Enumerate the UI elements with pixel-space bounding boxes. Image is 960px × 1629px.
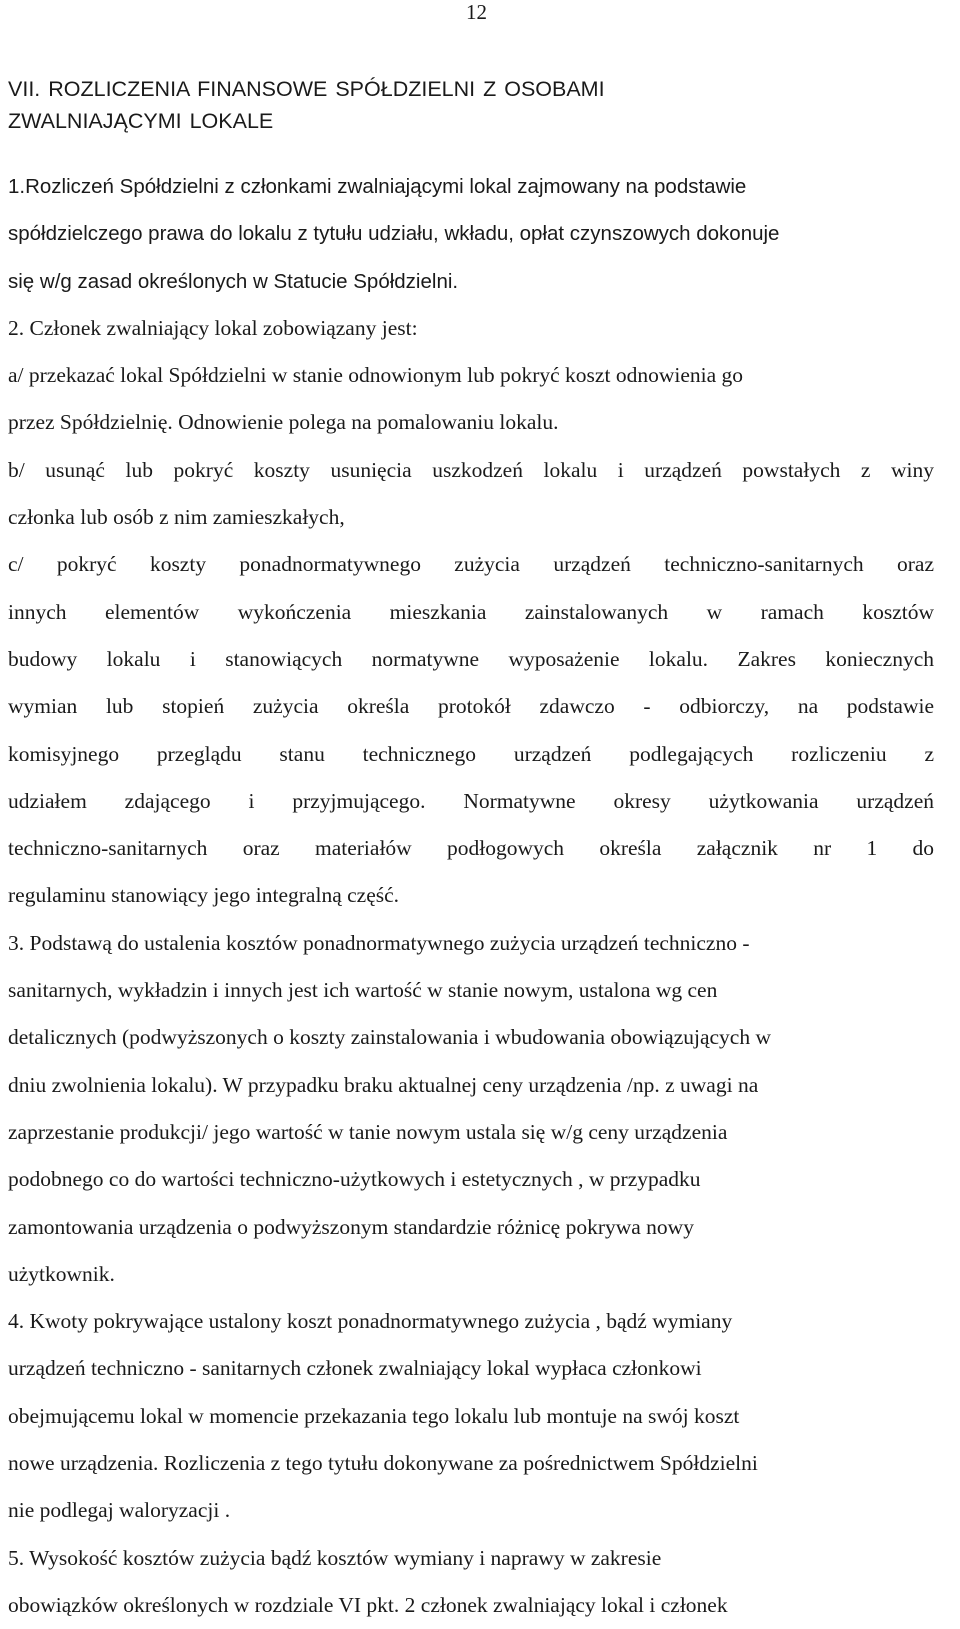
text-line: a/ przekazać lokal Spółdzielni w stanie odnowionym lub pokryć koszt odnowienia go: [8, 363, 743, 388]
text-line: b/ usunąć lub pokryć koszty usunięcia uszkodzeń lokalu i urządzeń powstałych z winy: [8, 457, 934, 482]
text-line: c/ pokryć koszty ponadnormatywnego zużycia urządzeń techniczno-sanitarnych oraz: [8, 552, 934, 577]
paragraph-2: [8, 305, 934, 920]
text-line: zamontowania urządzenia o podwyższonym standardzie różnicę pokrywa nowy: [8, 1214, 694, 1239]
text-line: udziałem zdającego i przyjmującego. Normatywne okresy użytkowania urządzeń: [8, 788, 934, 813]
paragraph-4: [8, 1298, 934, 1534]
heading-line: ZWALNIAJĄCYMI LOKALE: [8, 109, 274, 133]
text-line: sanitarnych, wykładzin i innych jest ich wartość w stanie nowym, ustalona wg cen: [8, 978, 718, 1003]
text-line: 2. Członek zwalniający lokal zobowiązany jest:: [8, 315, 418, 340]
paragraph-1: [8, 163, 934, 305]
text-line: regulaminu stanowiący jego integralną część.: [8, 883, 400, 908]
text-line: budowy lokalu i stanowiących normatywne wyposażenie lokalu. Zakres koniecznych: [8, 646, 934, 671]
text-line: zaprzestanie produkcji/ jego wartość w tanie nowym ustala się w/g ceny urządzenia: [8, 1119, 728, 1144]
text-line: komisyjnego przeglądu stanu technicznego urządzeń podlegających rozliczeniu z: [8, 741, 934, 766]
text-line: 1.Rozliczeń Spółdzielni z członkami zwalniającymi lokal zajmowany na podstawie: [8, 175, 747, 198]
text-line: wymian lub stopień zużycia określa protokół zdawczo - odbiorczy, na podstawie: [8, 694, 934, 719]
paragraph-3: [8, 920, 934, 1298]
text-line: dniu zwolnienia lokalu). W przypadku braku aktualnej ceny urządzenia /np. z uwagi na: [8, 1072, 759, 1097]
paragraph-5: [8, 1535, 934, 1629]
text-line: detalicznych (podwyższonych o koszty zainstalowania i wbudowania obowiązujących w: [8, 1025, 771, 1050]
text-line: przez Spółdzielnię. Odnowienie polega na pomalowaniu lokalu.: [8, 410, 559, 435]
text-line: 5. Wysokość kosztów zużycia bądź kosztów wymiany i naprawy w zakresie: [8, 1545, 662, 1570]
page-number: 12: [466, 0, 487, 24]
text-line: 3. Podstawą do ustalenia kosztów ponadnormatywnego zużycia urządzeń techniczno -: [8, 930, 750, 955]
text-line: 4. Kwoty pokrywające ustalony koszt ponadnormatywnego zużycia , bądź wymiany: [8, 1309, 733, 1334]
text-line: obowiązków określonych w rozdziale VI pkt. 2 członek zwalniający lokal i członek: [8, 1592, 728, 1617]
text-line: użytkownik.: [8, 1261, 115, 1286]
text-line: obejmującemu lokal w momencie przekazania tego lokalu lub montuje na swój koszt: [8, 1403, 740, 1428]
text-line: urządzeń techniczno - sanitarnych członek zwalniający lokal wypłaca członkowi: [8, 1356, 702, 1381]
text-line: innych elementów wykończenia mieszkania zainstalowanych w ramach kosztów: [8, 599, 934, 624]
text-line: członka lub osób z nim zamieszkałych,: [8, 505, 345, 530]
text-line: techniczno-sanitarnych oraz materiałów podłogowych określa załącznik nr 1 do: [8, 836, 934, 861]
heading-line: VII. ROZLICZENIA FINANSOWE SPÓŁDZIELNI Z OSOBAMI: [8, 77, 605, 101]
text-line: się w/g zasad określonych w Statucie Spółdzielni.: [8, 269, 459, 293]
text-line: podobnego co do wartości techniczno-użytkowych i estetycznych , w przypadku: [8, 1167, 701, 1192]
section-heading: [8, 73, 938, 137]
text-line: nie podlegaj waloryzacji .: [8, 1498, 231, 1523]
text-line: spółdzielczego prawa do lokalu z tytułu udziału, wkładu, opłat czynszowych dokonuje: [8, 222, 780, 246]
document-body: [8, 163, 934, 1629]
text-line: nowe urządzenia. Rozliczenia z tego tytułu dokonywane za pośrednictwem Spółdzielni: [8, 1451, 758, 1476]
